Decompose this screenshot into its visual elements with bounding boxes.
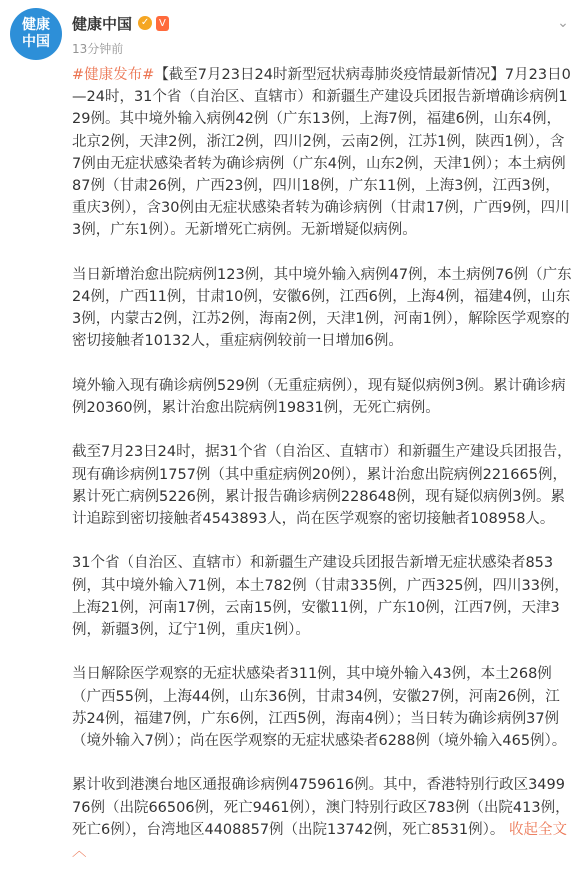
post-paragraph-7 bbox=[72, 774, 572, 863]
chevron-down-icon[interactable]: ⌄ bbox=[557, 15, 569, 31]
post-paragraph-1 bbox=[72, 64, 572, 242]
chevron-up-icon: ︿ bbox=[72, 844, 87, 861]
post-body bbox=[72, 64, 572, 863]
post-paragraph-6: 当日解除医学观察的无症状感染者311例，其中境外输入43例，本土268例（广西55例，上海44例，山东36例，甘肃34例，安徽27例，河南26例，江苏24例，福建7例，广东6例，江西5例，海南4例）；当日转为确诊病例37例（境外输入7例）；尚在医学观察的无症状感染者6288例（境外输入465例）。 bbox=[72, 666, 567, 750]
post-time[interactable]: 13分钟前 bbox=[72, 42, 124, 56]
post-paragraph-2: 当日新增治愈出院病例123例，其中境外输入病例47例，本土病例76例（广东24例，广西11例，甘肃10例，安徽6例，江西6例，上海4例，福建4例，山东3例，内蒙古2例，江苏2例，海南2例，天津1例，河南1例），解除医学观察的密切接触者10132人，重症病例较前一日增加6例。 bbox=[72, 266, 572, 350]
hashtag-link[interactable]: #健康发布# bbox=[72, 67, 155, 83]
avatar-text-bottom: 中国 bbox=[22, 34, 50, 50]
paragraph-7-text: 累计收到港澳台地区通报确诊病例4759616例。其中，香港特别行政区349976例（出院66506例，死亡9461例），澳门特别行政区783例（出院413例，死亡6例），台湾地区4408857例（出院13742例，死亡8531例）。 bbox=[72, 777, 570, 838]
vip-badge-icon: V bbox=[156, 16, 169, 31]
verified-icon: ✓ bbox=[138, 16, 152, 30]
author-name[interactable]: 健康中国 bbox=[72, 14, 133, 33]
post-paragraph-4: 截至7月23日24时，据31个省（自治区、直辖市）和新疆生产建设兵团报告，现有确诊病例1757例（其中重症病例20例），累计治愈出院病例221665例，累计死亡病例5226例，累计报告确诊病例228648例，现有疑似病例3例。累计追踪到密切接触者4543893人，尚在医学观察的密切接触者108958人。 bbox=[72, 444, 572, 528]
collapse-label: 收起全文 bbox=[508, 821, 567, 838]
post-paragraph-3: 境外输入现有确诊病例529例（无重症病例），现有疑似病例3例。累计确诊病例20360例，累计治愈出院病例19831例，无死亡病例。 bbox=[72, 377, 566, 417]
avatar-text-top: 健康 bbox=[22, 17, 50, 33]
author-row bbox=[72, 13, 169, 33]
post-header bbox=[10, 8, 576, 60]
post-paragraph-5: 31个省（自治区、直辖市）和新疆生产建设兵团报告新增无症状感染者853例，其中境外输入71例，本土782例（甘肃335例，广西325例，四川33例，上海21例，河南17例，云南15例，安徽11例，广东10例，江西7例，天津3例，新疆3例，辽宁1例，重庆1例）。 bbox=[72, 555, 569, 639]
avatar[interactable] bbox=[10, 8, 62, 60]
paragraph-1-text: 【截至7月23日24时新型冠状病毒肺炎疫情最新情况】7月23日0—24时，31个省（自治区、直辖市）和新疆生产建设兵团报告新增确诊病例129例。其中境外输入病例42例（广东13例，上海7例，福建6例，山东4例，北京2例，天津2例，浙江2例，四川2例，云南2例，江苏1例，陕西1例），含7例由无症状感染者转为确诊病例（广东4例，山东2例，天津1例）；本土病例87例（甘肃26例，广西23例，四川18例，广东11例，上海3例，江西3例，重庆3例），含30例由无症状感染者转为确诊病例（甘肃17例，广西9例，四川3例，广东1例）。无新增死亡病例。无新增疑似病例。 bbox=[72, 67, 571, 239]
